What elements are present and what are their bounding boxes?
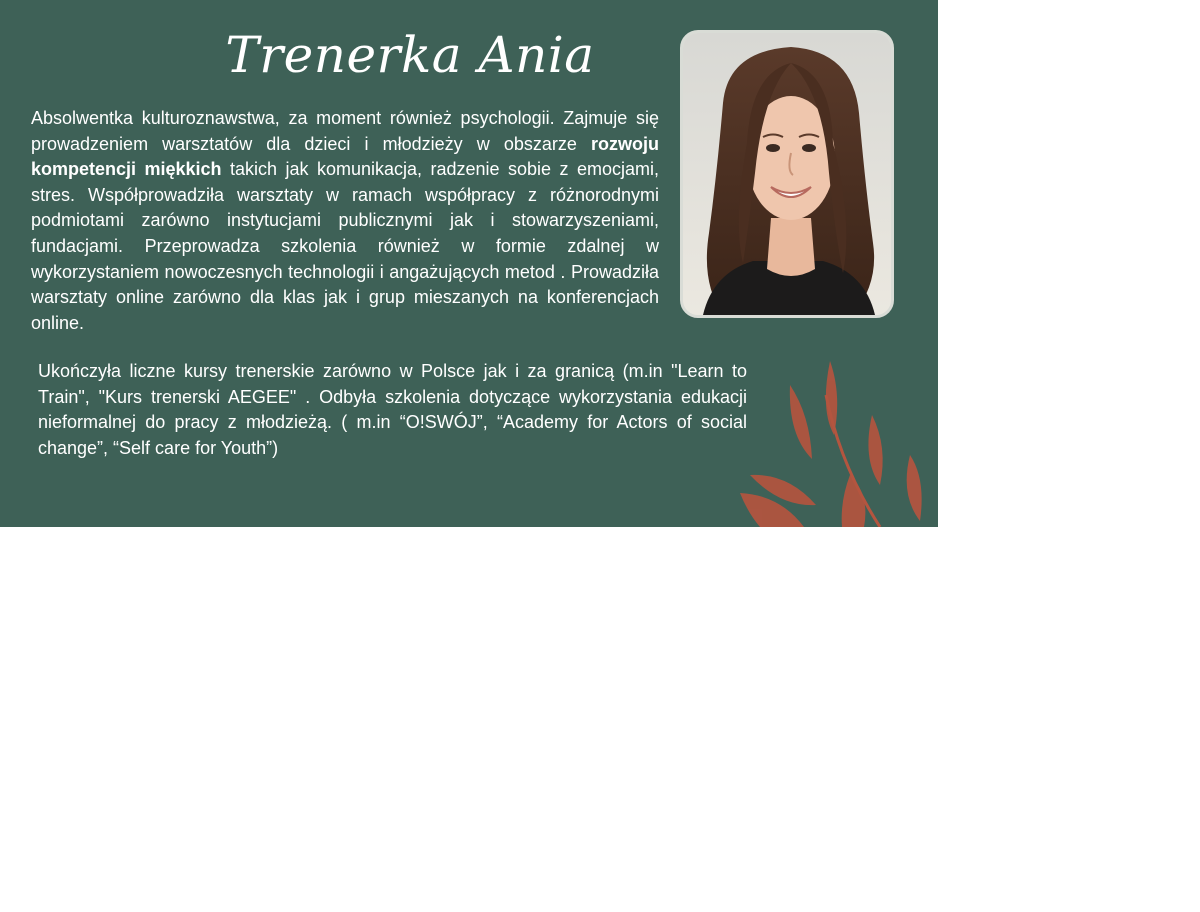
bio-text-start: Absolwentka kulturoznawstwa, za moment również psychologii. Zajmuje się prowadzeniem warsztatów dla dzieci i młodzieży w obszarze — [31, 108, 659, 154]
portrait-illustration — [683, 33, 891, 315]
courses-paragraph: Ukończyła liczne kursy trenerskie zarówno w Polsce jak i za granicą (m.in "Learn to Train", "Kurs trenerski AEGEE" . Odbyła szkolenia dotyczące wykorzystania edukacji nieformalnej do pracy z młodzieżą. ( m.in “O!SWÓJ”, “Academy for Actors of social change”, “Self care for Youth”) — [38, 361, 747, 458]
bio-text-highlight: rozwoju kompetencji miękkich — [31, 133, 659, 180]
trainer-photo — [680, 30, 894, 318]
bio-text-end: takich jak komunikacja, radzenie sobie z emocjami, stres. Współprowadziła warsztaty w ramach współpracy z różnorodnymi podmiotami zarówno instytucjami publicznymi jak i stowarzyszeniami, fundacjami. Przeprowadza szkolenia również w formie zdalnej w wykorzystaniem nowoczesnych technologii i angażujących metod . Prowadziła warsztaty online zarówno dla klas jak i grup mieszanych na konferencjach online. — [31, 159, 659, 333]
bio-paragraph — [31, 106, 659, 336]
leaf-decoration — [730, 355, 938, 527]
profile-title: Trenerka Ania — [225, 26, 595, 84]
trainer-profile-card — [0, 0, 938, 527]
